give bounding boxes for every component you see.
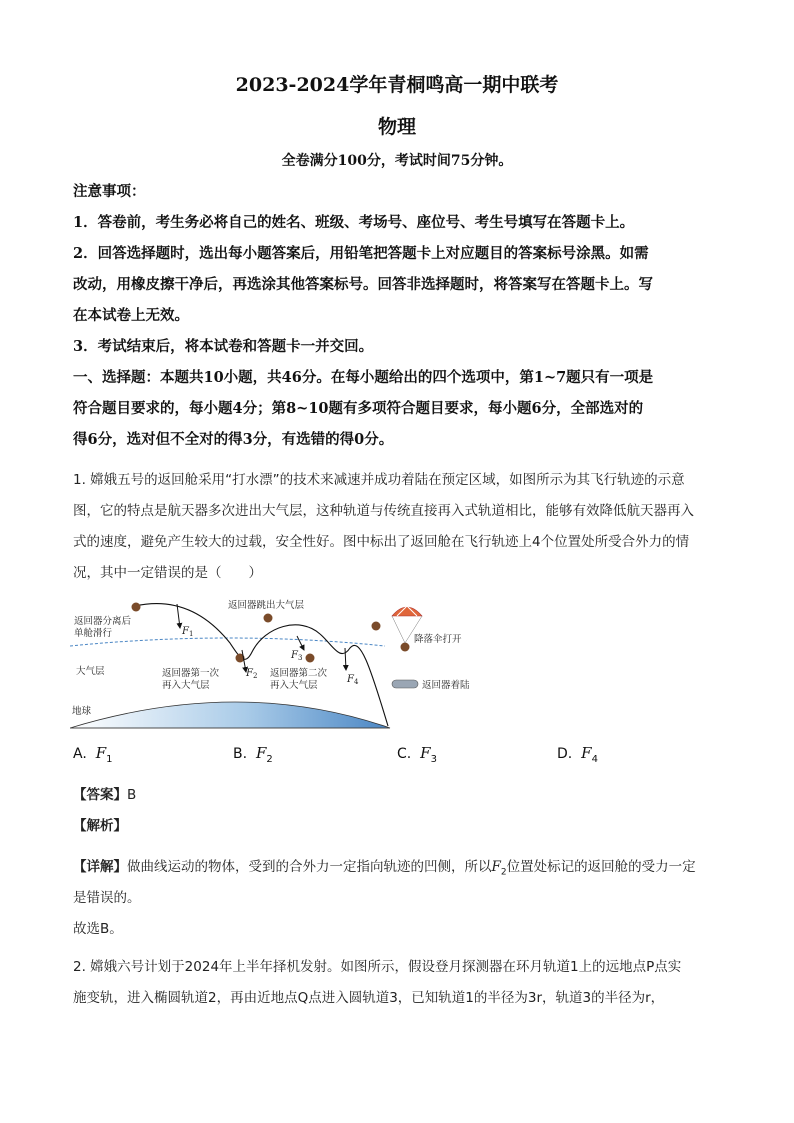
label-reentry2-2: 再入大气层: [270, 680, 318, 691]
analysis-tag: 【解析】: [73, 818, 127, 834]
q1-line-2: 图，它的特点是航天器多次进出大气层，这种轨道与传统直接再入式轨道相比，能够有效降低航天器再入: [73, 503, 694, 519]
analysis-line: [73, 811, 723, 841]
label-separate-2: 单舱滑行: [74, 628, 113, 639]
q1-line-3: 式的速度，避免产生较大的过载，安全性好。图中标出了返回舱在飞行轨迹上4个位置处所受合外力的情: [73, 534, 690, 550]
section-1-line-3: 得6分，选对但不全对的得3分，有选错的得0分。: [73, 431, 394, 448]
detail-line-2: 是错误的。: [73, 890, 141, 906]
force-f3-label: $F_3$: [291, 650, 303, 662]
note-3: 3．考试结束后，将本试卷和答题卡一并交回。: [73, 338, 374, 355]
earth-shape: [70, 702, 390, 728]
label-earth: 地球: [72, 706, 92, 717]
option-d[interactable]: D. $F_4$: [557, 744, 598, 765]
exam-title: 2023-2024学年青桐鸣高一期中联考: [235, 74, 559, 96]
detail-line-1: 【详解】做曲线运动的物体，受到的合外力一定指向轨迹的凹侧，所以$F_2$位置处标记的返回舱的受力一定: [73, 859, 696, 878]
notes-heading: 注意事项：: [73, 183, 146, 200]
label-reentry1-1: 返回器第一次: [162, 668, 220, 679]
detail-tag: 【详解】: [73, 859, 127, 875]
note-2-line-1: 2．回答选择题时，选出每小题答案后，用铅笔把答题卡上对应题目的答案标号涂黑。如需: [73, 245, 649, 262]
force-f4-label: $F_4$: [347, 674, 359, 686]
option-a[interactable]: A. $F_1$: [73, 744, 113, 765]
answer-tag: 【答案】: [73, 787, 127, 803]
trajectory-figure: [70, 598, 480, 733]
option-b[interactable]: B. $F_2$: [233, 744, 273, 765]
option-c[interactable]: C. $F_3$: [397, 744, 437, 765]
subject-title: 物理: [377, 116, 416, 138]
q2-line-2: 施变轨，进入椭圆轨道2，再由近地点Q点进入圆轨道3，已知轨道1的半径为3r，轨道3的半径为r，: [73, 990, 665, 1006]
force-f2-label: $F_2$: [246, 668, 258, 680]
label-reentry1-2: 再入大气层: [162, 680, 210, 691]
label-parachute: 降落伞打开: [414, 634, 462, 645]
force-f1-label: $F_1$: [182, 626, 194, 638]
section-1-line-1: 一、选择题：本题共10小题，共46分。在每小题给出的四个选项中，第1~7题只有一项是: [73, 369, 654, 386]
section-1-line-2: 符合题目要求的，每小题4分；第8~10题有多项符合题目要求，每小题6分，全部选对的: [73, 400, 644, 417]
q1-line-4: 况，其中一定错误的是（ ）: [73, 565, 262, 581]
note-2-line-2: 改动，用橡皮擦干净后，再选涂其他答案标号。回答非选择题时，将答案写在答题卡上。写: [73, 276, 653, 293]
answer-line: [73, 780, 723, 810]
force-f3-arrow: [297, 636, 304, 650]
label-landing: 返回器着陆: [422, 680, 470, 691]
force-f4-arrow: [345, 648, 346, 670]
label-separate-1: 返回器分离后: [74, 616, 132, 627]
label-atmosphere: 大气层: [76, 666, 105, 677]
exam-meta: 全卷满分100分，考试时间75分钟。: [281, 153, 513, 169]
choose-line: 故选B。: [73, 921, 123, 937]
answer-value: B: [127, 787, 137, 803]
label-reentry2-1: 返回器第二次: [270, 668, 328, 679]
q2-line-1: 2. 嫦娥六号计划于2024年上半年择机发射。如图所示，假设登月探测器在环月轨道1上的远地点P点实: [73, 959, 682, 975]
landed-capsule-icon: [392, 680, 418, 688]
note-2-line-3: 在本试卷上无效。: [73, 307, 189, 324]
force-f1-arrow: [177, 604, 180, 628]
note-1: 1．答卷前，考生务必将自己的姓名、班级、考场号、座位号、考生号填写在答题卡上。: [73, 214, 635, 231]
q1-line-1: 1. 嫦娥五号的返回舱采用“打水漂”的技术来减速并成功着陆在预定区域，如图所示为其飞行轨迹的示意: [73, 472, 685, 488]
label-skip-out: 返回器跳出大气层: [228, 600, 305, 611]
